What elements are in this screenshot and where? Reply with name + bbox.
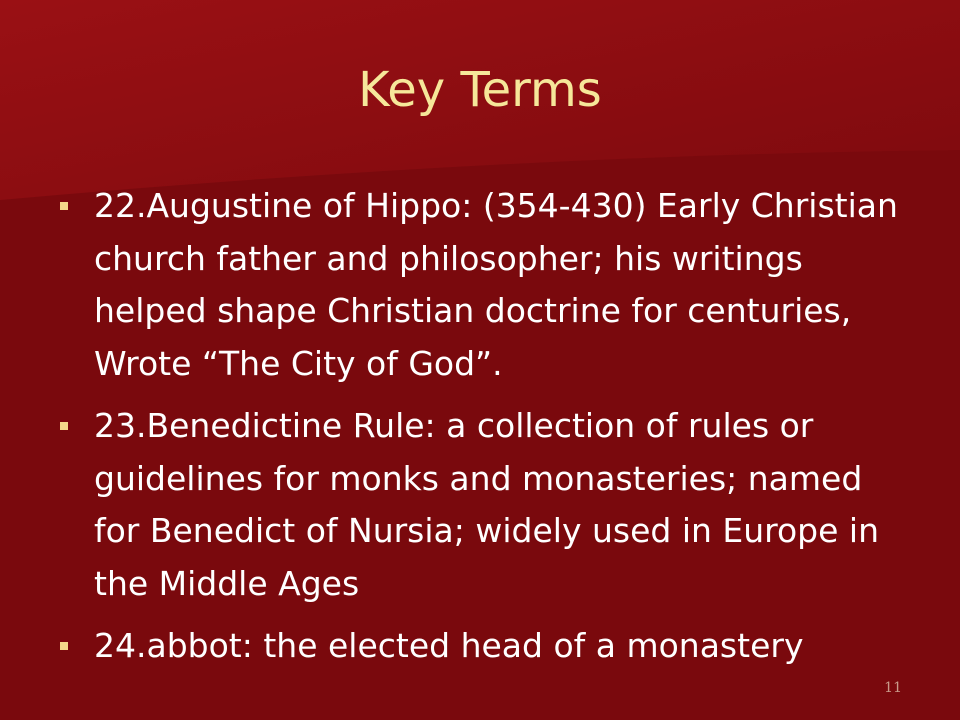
list-item — [56, 620, 916, 673]
bullet-list — [56, 180, 916, 683]
bullet-text: 24.abbot: the elected head of a monastery — [94, 626, 804, 665]
bullet-text: 23.Benedictine Rule: a collection of rules or guidelines for monks and monasteries; named for Benedict of Nursia; widely used in Europe in the Middle Ages — [94, 406, 880, 603]
square-bullet-icon — [60, 642, 68, 650]
square-bullet-icon — [60, 202, 68, 210]
slide-number: 11 — [884, 680, 902, 696]
list-item — [56, 180, 916, 390]
list-item — [56, 400, 916, 610]
bullet-text: 22.Augustine of Hippo: (354-430) Early Christian church father and philosopher; his writings helped shape Christian doctrine for centuries, Wrote “The City of God”. — [94, 186, 898, 383]
slide-title: Key Terms — [358, 62, 602, 118]
square-bullet-icon — [60, 422, 68, 430]
